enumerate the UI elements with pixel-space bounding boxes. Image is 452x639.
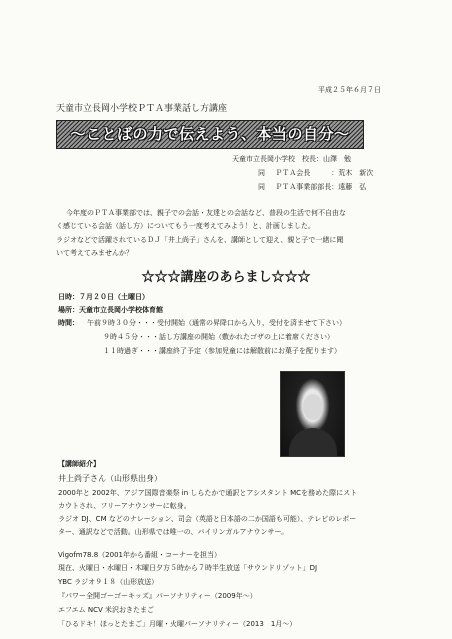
schedule-item: １１時過ぎ・・・講座終了予定（参加児童には解散前にお菓子を配ります）: [103, 347, 341, 355]
career-line: YBC ラジオ９１８（山形放送）: [58, 578, 159, 586]
official-row: [258, 183, 366, 192]
profile-line: 2000年と 2002年、アジア国際音楽祭 in しらたかで通訳とアシスタント MCを務めた際にスト: [58, 489, 358, 497]
official-role: 天童市立長岡小学校 校長：: [232, 155, 323, 163]
official-name: 山澤 勉: [323, 155, 351, 163]
intro-line: く感じている会話（話し方）についてもう一度考えてみよう！と、計画しました。: [56, 222, 315, 230]
career-line: Vigofm78.8（2001年から番組・コーナーを担当）: [58, 551, 221, 559]
official-prefix: 同: [258, 169, 265, 177]
event-time-label: 時間：: [58, 319, 79, 327]
intro-line: 今年度のＰＴＡ事業部では、親子での会話・友達との会話など、普段の生活で何不自由な: [66, 209, 346, 217]
official-role: ＰＴＡ事業部部長：: [275, 183, 339, 191]
speaker-name: 井上尚子さん（山形県出身）: [58, 474, 162, 483]
profile-line: カウトされ、フリーアナウンサーに転身。: [58, 502, 191, 510]
career-line: 「ひるドキ！ほっとたまご」月曜・火曜パーソナリティー（2013 1月～）: [58, 620, 297, 628]
profile-line: ラジオ DJ、CM などのナレーション、司会（英語と日本語の二か国語も可能）、テレビのレポー: [58, 515, 357, 523]
speaker-photo: [280, 371, 345, 457]
event-place: 場所：天童市立長岡小学校体育館: [58, 306, 163, 314]
intro-line: ラジオなどで活躍されているＤＪ「井上尚子」さんを、講師として迎え、親と子で一緒に聞: [56, 236, 344, 244]
official-role: ＰＴＡ会長 ：: [275, 169, 339, 177]
career-line: 現在、火曜日・水曜日・木曜日夕方５時から７時半生放送「サウンドリゾット」DJ: [58, 564, 318, 572]
organization-title: 天童市立長岡小学校ＰＴＡ事業話し方講座: [56, 104, 228, 114]
schedule-item: 午前９時３０分・・・受付開始（通常の昇降口から入り、受付を済ませて下さい）: [87, 319, 346, 327]
official-name: 遠藤 弘: [338, 183, 367, 191]
career-line: エフエム NCV 米沢おきたまご: [58, 606, 155, 614]
banner-text: ～ことばの力で伝えよう、本当の自分～: [70, 125, 350, 143]
schedule-item: ９時４５分・・・話し方講座の開始（敷かれたゴザの上に着席ください）: [103, 333, 334, 341]
official-name: 荒木 新次: [338, 169, 374, 177]
profile-heading: 【講師紹介】: [58, 460, 100, 468]
official-row: [258, 169, 373, 178]
event-date: 日時：７月２０日（土曜日）: [58, 293, 149, 301]
intro-line: いて考えてみませんか？: [56, 249, 133, 257]
career-line: 『パワー全開ゴーゴーキッズ』パーソナリティー（2009年～）: [58, 592, 257, 600]
speaker-face: [303, 394, 323, 420]
official-row: [232, 155, 351, 164]
speaker-shoulders: [289, 428, 337, 456]
document-date: 平成２５年６月７日: [318, 86, 381, 94]
section-heading: ☆☆☆講座のあらまし☆☆☆: [141, 270, 311, 285]
official-prefix: 同: [258, 183, 265, 191]
title-banner: [56, 120, 364, 149]
profile-line: ター、通訳などで活動。山形県では唯一の、バイリンガルアナウンサー。: [58, 528, 289, 536]
